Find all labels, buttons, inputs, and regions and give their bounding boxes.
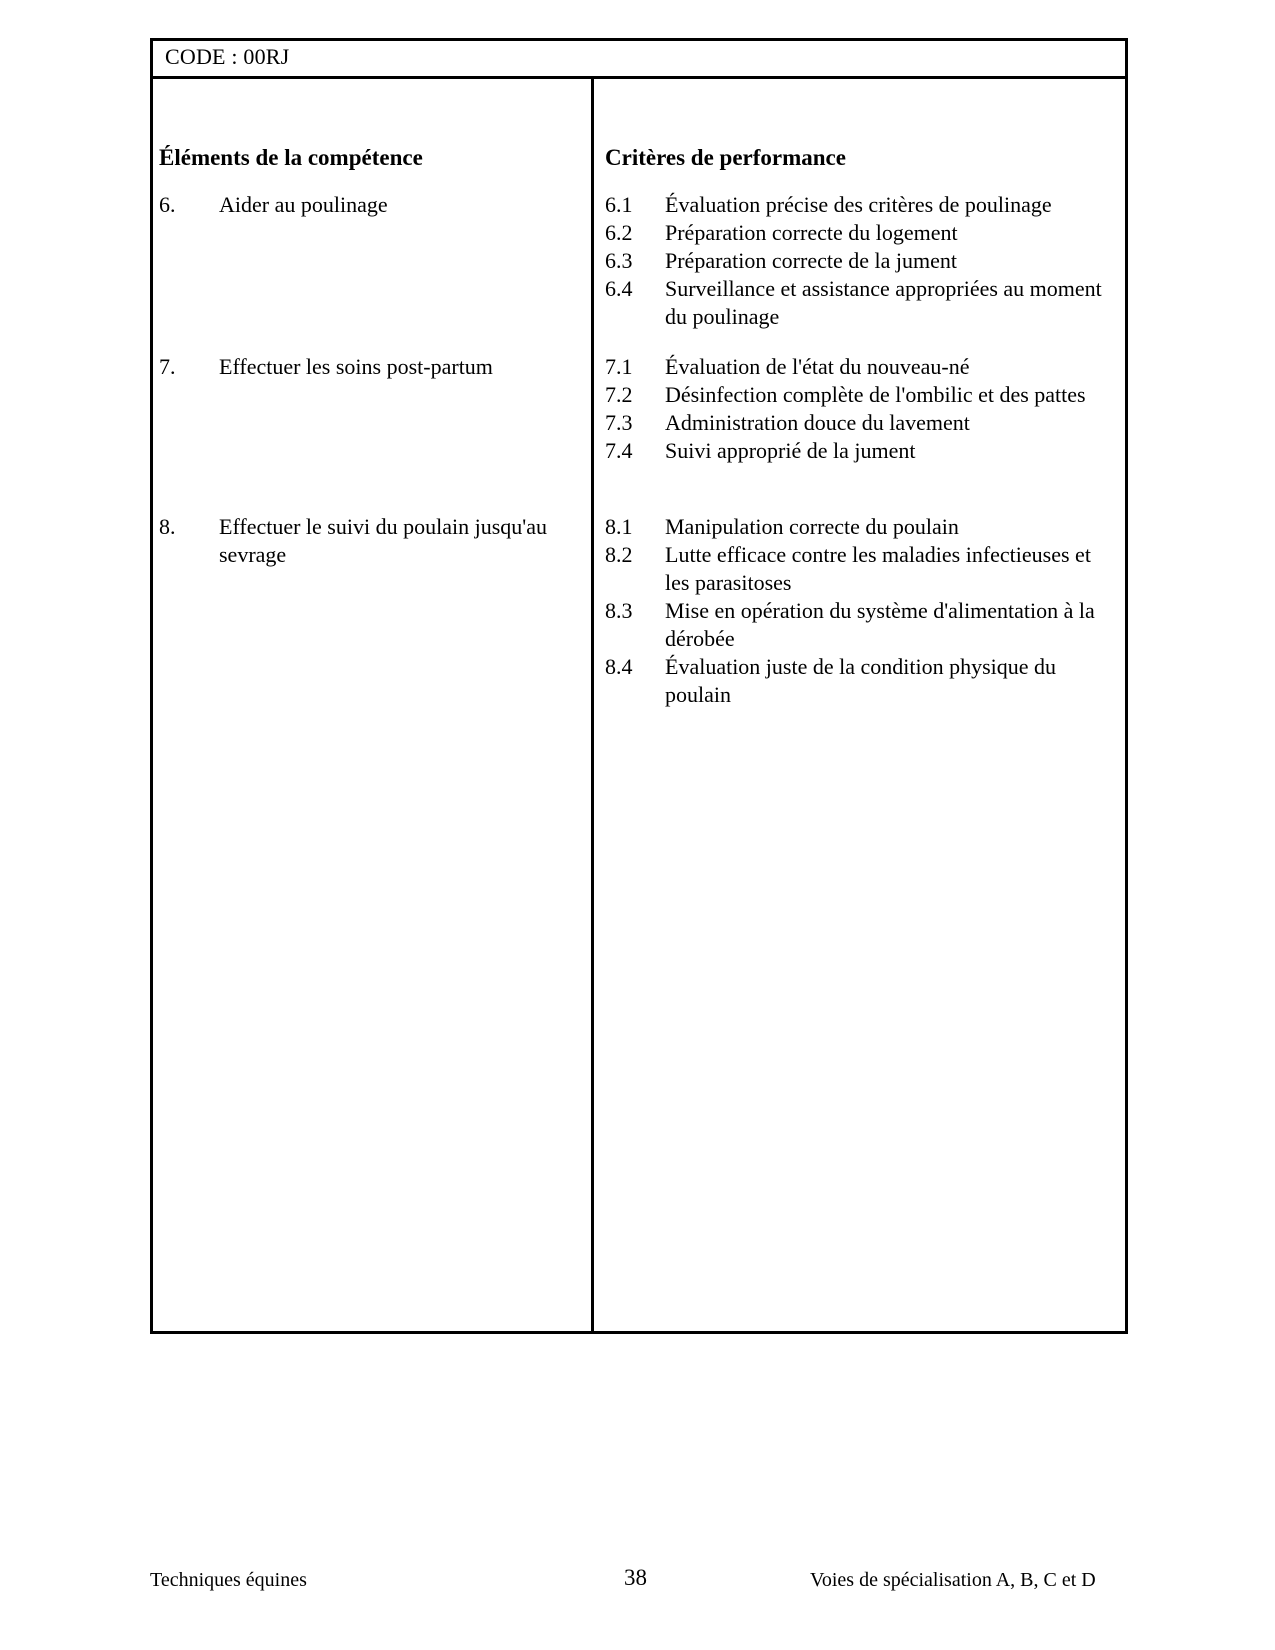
criterion-item [605, 597, 1115, 653]
criterion-text: Administration douce du lavement [665, 410, 970, 435]
criterion-number: 6.2 [605, 220, 633, 245]
competence-table [150, 38, 1128, 1334]
footer-specialisation: Voies de spécialisation A, B, C et D [810, 1569, 1096, 1591]
criterion-text: Manipulation correcte du poulain [665, 514, 959, 539]
criterion-text: Désinfection complète de l'ombilic et des pattes [665, 382, 1086, 407]
criterion-text: Évaluation juste de la condition physique du poulain [665, 654, 1057, 707]
criterion-item [605, 513, 1115, 541]
element-text: Effectuer les soins post-partum [219, 354, 493, 379]
criterion-text: Préparation correcte de la jument [665, 248, 957, 273]
criterion-item [605, 653, 1115, 709]
element-number: 8. [159, 514, 176, 539]
criterion-item [605, 275, 1115, 331]
criterion-number: 7.4 [605, 438, 633, 463]
criterion-text: Évaluation de l'état du nouveau-né [665, 354, 970, 379]
column-divider [591, 79, 594, 1331]
criteria-group [605, 513, 1115, 709]
elements-column [159, 79, 585, 1331]
criterion-item [605, 409, 1115, 437]
criterion-item [605, 247, 1115, 275]
criterion-item [605, 191, 1115, 219]
criteria-group [605, 353, 1115, 465]
element-text: Effectuer le suivi du poulain jusqu'au sevrage [219, 514, 547, 567]
criteria-group [605, 191, 1115, 331]
criteria-heading: Critères de performance [605, 145, 846, 170]
criterion-text: Mise en opération du système d'alimentation à la dérobée [665, 598, 1095, 651]
element-text: Aider au poulinage [219, 192, 388, 217]
criterion-text: Surveillance et assistance appropriées au moment du poulinage [665, 276, 1102, 329]
criterion-item [605, 541, 1115, 597]
criterion-text: Suivi approprié de la jument [665, 438, 916, 463]
criterion-text: Préparation correcte du logement [665, 220, 958, 245]
criterion-number: 8.1 [605, 514, 633, 539]
element-number: 7. [159, 354, 176, 379]
criterion-text: Évaluation précise des critères de poulinage [665, 192, 1052, 217]
criterion-number: 8.2 [605, 542, 633, 567]
criterion-item [605, 381, 1115, 409]
criterion-number: 7.3 [605, 410, 633, 435]
criterion-number: 8.3 [605, 598, 633, 623]
criterion-item [605, 437, 1115, 465]
criterion-number: 6.1 [605, 192, 633, 217]
criterion-number: 8.4 [605, 654, 633, 679]
criterion-item [605, 219, 1115, 247]
page-number: 38 [624, 1565, 647, 1590]
criterion-number: 7.2 [605, 382, 633, 407]
footer-program-title: Techniques équines [150, 1569, 307, 1591]
element-number: 6. [159, 192, 176, 217]
criterion-number: 6.4 [605, 276, 633, 301]
code-label: CODE : 00RJ [153, 41, 1125, 79]
criterion-number: 7.1 [605, 354, 633, 379]
criterion-number: 6.3 [605, 248, 633, 273]
criterion-text: Lutte efficace contre les maladies infectieuses et les parasitoses [665, 542, 1091, 595]
elements-heading: Éléments de la compétence [159, 145, 423, 170]
criterion-item [605, 353, 1115, 381]
criteria-column [605, 79, 1115, 1331]
